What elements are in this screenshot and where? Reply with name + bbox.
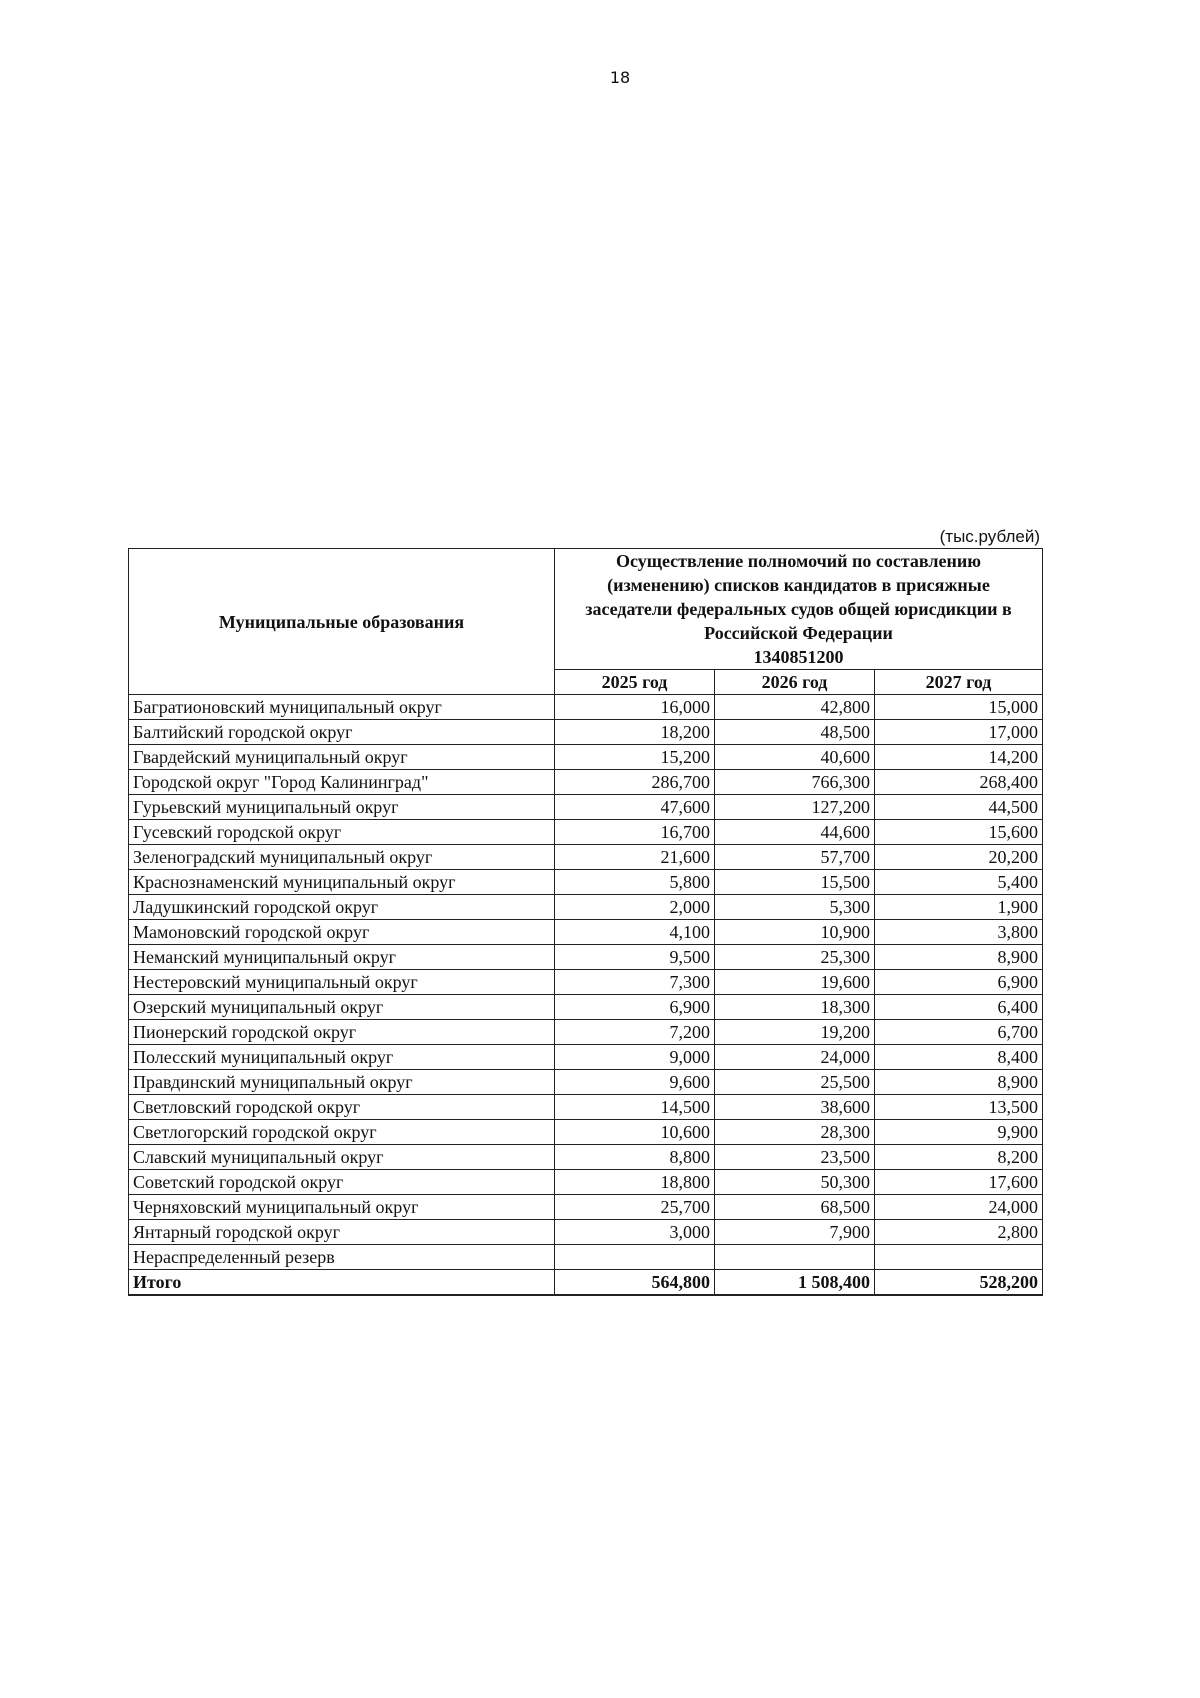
- table-row: [129, 1045, 1043, 1070]
- value-2027: 8,200: [875, 1145, 1043, 1170]
- table-row: [129, 1195, 1043, 1220]
- value-2025: 8,800: [555, 1145, 715, 1170]
- value-2027: 6,900: [875, 970, 1043, 995]
- value-2027: 8,900: [875, 1070, 1043, 1095]
- value-2027: 8,900: [875, 945, 1043, 970]
- municipality-name: Нестеровский муниципальный округ: [129, 970, 555, 995]
- table-row: [129, 845, 1043, 870]
- value-2025: 9,600: [555, 1070, 715, 1095]
- municipality-name: Нераспределенный резерв: [129, 1245, 555, 1270]
- municipality-name: Ладушкинский городской округ: [129, 895, 555, 920]
- table-row: [129, 1220, 1043, 1245]
- table-body: [129, 695, 1043, 1296]
- value-2025: 47,600: [555, 795, 715, 820]
- header-purpose: [555, 549, 1043, 670]
- value-2027: 17,600: [875, 1170, 1043, 1195]
- table-row: [129, 895, 1043, 920]
- total-row: [129, 1270, 1043, 1296]
- page-number: 18: [609, 68, 631, 87]
- value-2027: 14,200: [875, 745, 1043, 770]
- value-2026: 44,600: [715, 820, 875, 845]
- value-2026: 18,300: [715, 995, 875, 1020]
- table-row: [129, 870, 1043, 895]
- municipality-name: Гусевский городской округ: [129, 820, 555, 845]
- table-row: [129, 1170, 1043, 1195]
- table-row: [129, 945, 1043, 970]
- table-row: [129, 1070, 1043, 1095]
- value-2025: 9,500: [555, 945, 715, 970]
- municipality-name: Гвардейский муниципальный округ: [129, 745, 555, 770]
- value-2025: 10,600: [555, 1120, 715, 1145]
- value-2027: 5,400: [875, 870, 1043, 895]
- value-2026: 50,300: [715, 1170, 875, 1195]
- table-row: [129, 720, 1043, 745]
- value-2026: 28,300: [715, 1120, 875, 1145]
- value-2026: 25,500: [715, 1070, 875, 1095]
- value-2027: 9,900: [875, 1120, 1043, 1145]
- municipality-name: Мамоновский городской округ: [129, 920, 555, 945]
- value-2027: 20,200: [875, 845, 1043, 870]
- header-purpose-code: 1340851200: [753, 647, 844, 667]
- value-2026: 38,600: [715, 1095, 875, 1120]
- units-label: (тыс.рублей): [939, 527, 1040, 546]
- value-2025: 16,000: [555, 695, 715, 720]
- value-2025: 15,200: [555, 745, 715, 770]
- value-2025: 7,300: [555, 970, 715, 995]
- table-row: [129, 1020, 1043, 1045]
- value-2025: 7,200: [555, 1020, 715, 1045]
- municipality-name: Городской округ "Город Калининград": [129, 770, 555, 795]
- municipality-name: Светлогорский городской округ: [129, 1120, 555, 1145]
- value-2026: 19,600: [715, 970, 875, 995]
- value-2025: 16,700: [555, 820, 715, 845]
- value-2026: 48,500: [715, 720, 875, 745]
- value-2026: 19,200: [715, 1020, 875, 1045]
- value-2026: 24,000: [715, 1045, 875, 1070]
- municipality-name: Неманский муниципальный округ: [129, 945, 555, 970]
- value-2027: 24,000: [875, 1195, 1043, 1220]
- value-2026: 25,300: [715, 945, 875, 970]
- value-2026: 68,500: [715, 1195, 875, 1220]
- value-2027: 8,400: [875, 1045, 1043, 1070]
- municipality-name: Полесский муниципальный округ: [129, 1045, 555, 1070]
- value-2026: 766,300: [715, 770, 875, 795]
- municipality-name: Правдинский муниципальный округ: [129, 1070, 555, 1095]
- municipality-name: Краснознаменский муниципальный округ: [129, 870, 555, 895]
- table-row: [129, 770, 1043, 795]
- header-year-2025: 2025 год: [555, 670, 715, 695]
- subvention-table: [128, 548, 1043, 1296]
- value-2026: 23,500: [715, 1145, 875, 1170]
- value-2027: 3,800: [875, 920, 1043, 945]
- table-row: [129, 995, 1043, 1020]
- value-2027: 44,500: [875, 795, 1043, 820]
- municipality-name: Зеленоградский муниципальный округ: [129, 845, 555, 870]
- table-row: [129, 1145, 1043, 1170]
- value-2027: 528,200: [875, 1270, 1043, 1296]
- municipality-name: Балтийский городской округ: [129, 720, 555, 745]
- value-2025: 18,200: [555, 720, 715, 745]
- table-row: [129, 1245, 1043, 1270]
- value-2026: [715, 1245, 875, 1270]
- value-2025: 3,000: [555, 1220, 715, 1245]
- table-row: [129, 820, 1043, 845]
- municipality-name: Багратионовский муниципальный округ: [129, 695, 555, 720]
- municipality-name: Черняховский муниципальный округ: [129, 1195, 555, 1220]
- municipality-name: Янтарный городской округ: [129, 1220, 555, 1245]
- value-2025: [555, 1245, 715, 1270]
- value-2025: 2,000: [555, 895, 715, 920]
- table-row: [129, 795, 1043, 820]
- table-row: [129, 970, 1043, 995]
- municipality-name: Славский муниципальный округ: [129, 1145, 555, 1170]
- value-2027: 17,000: [875, 720, 1043, 745]
- table-row: [129, 1095, 1043, 1120]
- value-2027: [875, 1245, 1043, 1270]
- municipality-name: Итого: [129, 1270, 555, 1296]
- value-2025: 564,800: [555, 1270, 715, 1296]
- header-purpose-line: (изменению) списков кандидатов в присяжные: [607, 575, 990, 595]
- value-2025: 18,800: [555, 1170, 715, 1195]
- value-2025: 14,500: [555, 1095, 715, 1120]
- value-2027: 13,500: [875, 1095, 1043, 1120]
- value-2026: 127,200: [715, 795, 875, 820]
- header-purpose-line: Осуществление полномочий по составлению: [616, 551, 981, 571]
- value-2027: 2,800: [875, 1220, 1043, 1245]
- header-year-2026: 2026 год: [715, 670, 875, 695]
- value-2027: 268,400: [875, 770, 1043, 795]
- value-2026: 1 508,400: [715, 1270, 875, 1296]
- value-2025: 5,800: [555, 870, 715, 895]
- value-2027: 1,900: [875, 895, 1043, 920]
- header-purpose-line: Российской Федерации: [704, 623, 893, 643]
- municipality-name: Гурьевский муниципальный округ: [129, 795, 555, 820]
- table-row: [129, 920, 1043, 945]
- municipality-name: Советский городской округ: [129, 1170, 555, 1195]
- value-2027: 6,700: [875, 1020, 1043, 1045]
- header-municipalities: Муниципальные образования: [129, 549, 555, 695]
- table-row: [129, 745, 1043, 770]
- value-2026: 7,900: [715, 1220, 875, 1245]
- value-2026: 40,600: [715, 745, 875, 770]
- municipality-name: Пионерский городской округ: [129, 1020, 555, 1045]
- value-2025: 25,700: [555, 1195, 715, 1220]
- table-row: [129, 1120, 1043, 1145]
- value-2026: 10,900: [715, 920, 875, 945]
- value-2027: 6,400: [875, 995, 1043, 1020]
- municipality-name: Озерский муниципальный округ: [129, 995, 555, 1020]
- value-2025: 9,000: [555, 1045, 715, 1070]
- value-2025: 4,100: [555, 920, 715, 945]
- value-2026: 57,700: [715, 845, 875, 870]
- value-2026: 42,800: [715, 695, 875, 720]
- value-2026: 15,500: [715, 870, 875, 895]
- municipality-name: Светловский городской округ: [129, 1095, 555, 1120]
- header-purpose-line: заседатели федеральных судов общей юрисдикции в: [585, 599, 1012, 619]
- value-2026: 5,300: [715, 895, 875, 920]
- value-2027: 15,600: [875, 820, 1043, 845]
- table-row: [129, 695, 1043, 720]
- value-2027: 15,000: [875, 695, 1043, 720]
- value-2025: 286,700: [555, 770, 715, 795]
- header-year-2027: 2027 год: [875, 670, 1043, 695]
- value-2025: 21,600: [555, 845, 715, 870]
- value-2025: 6,900: [555, 995, 715, 1020]
